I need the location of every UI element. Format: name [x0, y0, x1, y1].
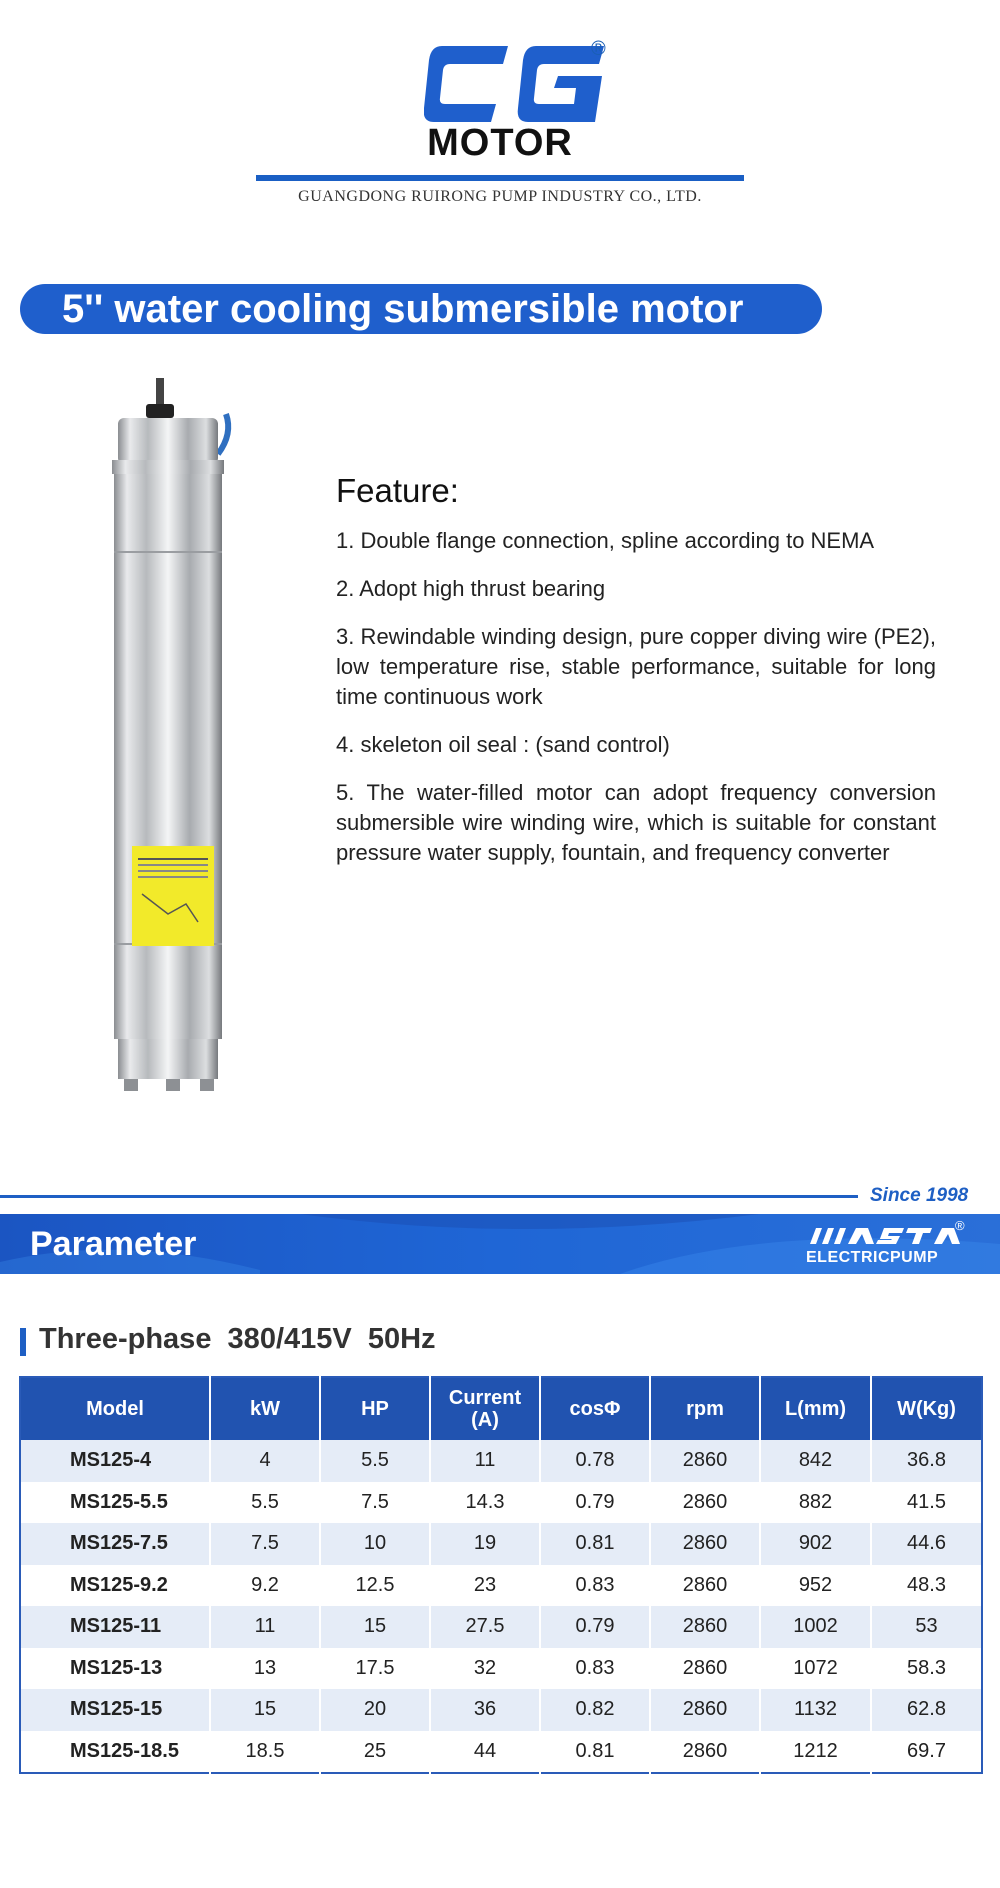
column-header: Model: [20, 1377, 210, 1440]
table-cell: 10: [320, 1523, 430, 1565]
registered-mark: ®: [591, 38, 606, 60]
table-cell: 1002: [760, 1606, 871, 1648]
table-cell: 36: [430, 1689, 540, 1731]
table-row: [20, 1565, 982, 1607]
table-cell: 62.8: [871, 1689, 982, 1731]
table-cell: 5.5: [210, 1482, 320, 1524]
since-label: Since 1998: [870, 1185, 969, 1206]
table-cell: 902: [760, 1523, 871, 1565]
table-cell: 27.5: [430, 1606, 540, 1648]
table-cell: 58.3: [871, 1648, 982, 1690]
feature-item: 3. Rewindable winding design, pure copper diving wire (PE2), low temperature rise, stable performance, suitable for long time continuous work: [336, 624, 936, 709]
table-cell: 2860: [650, 1440, 760, 1482]
table-cell: 0.79: [540, 1482, 650, 1524]
table-row: [20, 1606, 982, 1648]
table-cell: 2860: [650, 1523, 760, 1565]
table-cell: 2860: [650, 1689, 760, 1731]
table-cell: 12.5: [320, 1565, 430, 1607]
table-cell: 41.5: [871, 1482, 982, 1524]
table-cell: 0.81: [540, 1731, 650, 1774]
spec-heading-accent: [20, 1328, 26, 1356]
table-cell: 17.5: [320, 1648, 430, 1690]
table-cell: 53: [871, 1606, 982, 1648]
table-cell: 44: [430, 1731, 540, 1774]
feature-item: 4. skeleton oil seal : (sand control): [336, 732, 670, 757]
table-cell: 1072: [760, 1648, 871, 1690]
column-header: rpm: [650, 1377, 760, 1440]
table-row: [20, 1482, 982, 1524]
table-row: [20, 1689, 982, 1731]
model-cell: MS125-11: [20, 1606, 210, 1648]
model-cell: MS125-15: [20, 1689, 210, 1731]
brand-wordmark: ELECTRICPUMP: [806, 1249, 939, 1266]
table-cell: 2860: [650, 1648, 760, 1690]
table-cell: 0.82: [540, 1689, 650, 1731]
feature-item: 2. Adopt high thrust bearing: [336, 576, 606, 601]
table-cell: 48.3: [871, 1565, 982, 1607]
submersible-motor-illustration: [108, 374, 238, 1094]
column-header: L(mm): [760, 1377, 871, 1440]
table-cell: 11: [210, 1606, 320, 1648]
table-cell: 0.79: [540, 1606, 650, 1648]
table-cell: 0.78: [540, 1440, 650, 1482]
feature-list: [336, 526, 936, 886]
table-cell: 882: [760, 1482, 871, 1524]
column-header: Current (A): [430, 1377, 540, 1440]
table-cell: 0.83: [540, 1648, 650, 1690]
table-row: [20, 1648, 982, 1690]
table-cell: 32: [430, 1648, 540, 1690]
model-cell: MS125-18.5: [20, 1731, 210, 1774]
model-cell: MS125-5.5: [20, 1482, 210, 1524]
table-cell: 5.5: [320, 1440, 430, 1482]
table-cell: 11: [430, 1440, 540, 1482]
spec-table-body: [20, 1440, 982, 1773]
table-cell: 23: [430, 1565, 540, 1607]
motor-wordmark: MOTOR: [427, 122, 573, 164]
parameter-title: Parameter: [30, 1225, 197, 1263]
table-cell: 0.81: [540, 1523, 650, 1565]
model-cell: MS125-13: [20, 1648, 210, 1690]
table-cell: 44.6: [871, 1523, 982, 1565]
table-cell: 0.83: [540, 1565, 650, 1607]
table-cell: 2860: [650, 1482, 760, 1524]
table-cell: 25: [320, 1731, 430, 1774]
table-cell: 842: [760, 1440, 871, 1482]
feature-heading: Feature:: [336, 472, 459, 509]
cg-logo-icon: [424, 46, 604, 122]
model-cell: MS125-4: [20, 1440, 210, 1482]
table-cell: 13: [210, 1648, 320, 1690]
column-header: cosΦ: [540, 1377, 650, 1440]
table-cell: 9.2: [210, 1565, 320, 1607]
company-name: GUANGDONG RUIRONG PUMP INDUSTRY CO., LTD.: [298, 188, 702, 205]
table-header-row: [20, 1377, 982, 1440]
spec-heading: Three-phase 380/415V 50Hz: [39, 1323, 436, 1355]
table-cell: 20: [320, 1689, 430, 1731]
table-cell: 1132: [760, 1689, 871, 1731]
feature-item: 1. Double flange connection, spline according to NEMA: [336, 528, 875, 553]
table-cell: 2860: [650, 1731, 760, 1774]
table-cell: 15: [320, 1606, 430, 1648]
model-cell: MS125-9.2: [20, 1565, 210, 1607]
header-divider: [256, 175, 744, 181]
table-cell: 69.7: [871, 1731, 982, 1774]
table-cell: 952: [760, 1565, 871, 1607]
model-cell: MS125-7.5: [20, 1523, 210, 1565]
table-cell: 7.5: [210, 1523, 320, 1565]
page-title: 5'' water cooling submersible motor: [62, 287, 744, 331]
table-cell: 19: [430, 1523, 540, 1565]
table-cell: 14.3: [430, 1482, 540, 1524]
spec-table: [19, 1376, 983, 1774]
since-divider: [0, 1195, 858, 1198]
table-cell: 2860: [650, 1565, 760, 1607]
column-header: W(Kg): [871, 1377, 982, 1440]
table-cell: 4: [210, 1440, 320, 1482]
table-row: [20, 1523, 982, 1565]
table-cell: 15: [210, 1689, 320, 1731]
table-row: [20, 1440, 982, 1482]
table-cell: 2860: [650, 1606, 760, 1648]
table-cell: 18.5: [210, 1731, 320, 1774]
table-cell: 36.8: [871, 1440, 982, 1482]
table-row: [20, 1731, 982, 1774]
column-header: HP: [320, 1377, 430, 1440]
table-cell: 1212: [760, 1731, 871, 1774]
column-header: kW: [210, 1377, 320, 1440]
brand-registered-mark: ®: [955, 1218, 965, 1233]
feature-item: 5. The water-filled motor can adopt frequency conversion submersible wire winding wire, which is suitable for constant pressure water supply, fountain, and frequency converter: [336, 780, 936, 865]
table-cell: 7.5: [320, 1482, 430, 1524]
